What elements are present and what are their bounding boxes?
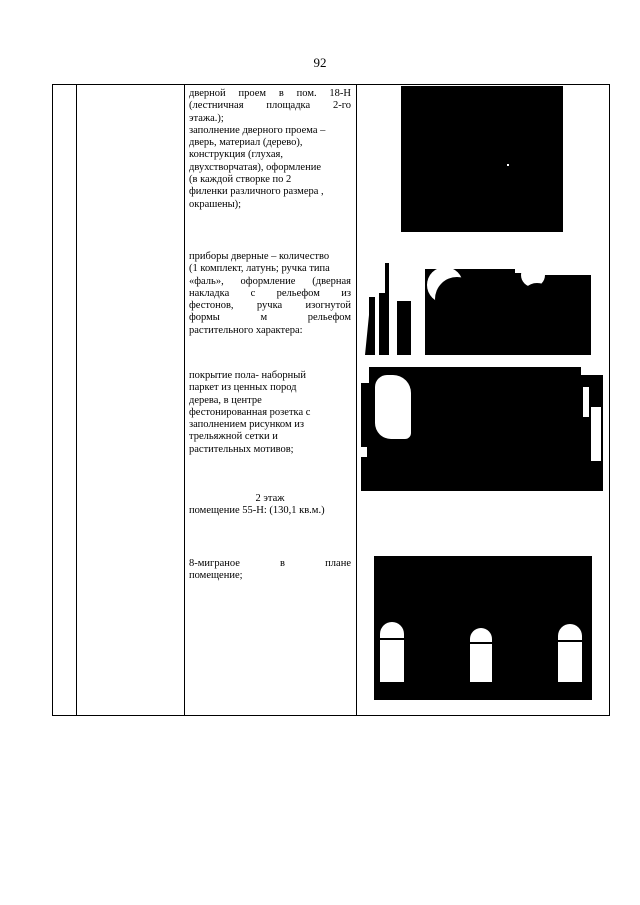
text-line: растительных мотивов; <box>189 443 294 455</box>
text-line: двухстворчатая), оформление <box>189 161 321 173</box>
column-divider <box>184 85 185 715</box>
floor-heading <box>189 493 351 518</box>
text-line: покрытие пола- наборный <box>189 370 306 381</box>
text-line: формы м рельефом <box>189 312 351 324</box>
column-divider <box>356 85 357 715</box>
column-divider <box>76 85 77 715</box>
text-line: окрашены); <box>189 198 242 210</box>
text-line: этажа.); <box>189 112 224 124</box>
door-photo <box>401 86 563 232</box>
text-line: фестонированная розетка с <box>189 406 311 418</box>
text-line: паркет из ценных пород <box>189 382 297 394</box>
text-line: приборы дверные – количество <box>189 251 330 262</box>
door-opening-description <box>189 88 351 211</box>
text-line: конструкция (глухая, <box>189 149 283 161</box>
page-number: 92 <box>313 55 327 70</box>
door-handle-image <box>365 255 591 355</box>
text-line: дерева, в центре <box>189 394 262 406</box>
door-handle-photo <box>365 255 591 355</box>
floor-label: 2 этаж <box>255 493 285 504</box>
room-windows-photo <box>374 556 592 700</box>
octagonal-room-description <box>189 558 351 583</box>
text-line: накладка с рельефом из <box>189 287 351 299</box>
text-line: филенки различного размера , <box>189 186 324 198</box>
text-line: фестонов, ручка изогнутой <box>189 300 351 312</box>
door-hardware-description <box>189 251 351 337</box>
text-line: (1 комплект, латунь; ручка типа <box>189 263 330 275</box>
text-line: заполнение дверного проема – <box>189 124 326 136</box>
parquet-floor-photo <box>361 367 603 491</box>
text-line: дверь, материал (дерево), <box>189 137 303 149</box>
text-line: «фаль», оформление (дверная <box>189 275 351 287</box>
text-line: (в каждой створке по 2 <box>189 174 292 186</box>
text-line: трельяжной сетки и <box>189 431 278 443</box>
text-line: заполнением рисунком из <box>189 419 305 431</box>
text-line: растительного характера: <box>189 324 303 336</box>
text-line: (лестничная площадка 2-го <box>189 100 351 112</box>
text-line: помещение; <box>189 570 243 582</box>
room-label: помещение 55-Н: (130,1 кв.м.) <box>189 505 325 517</box>
text-line: дверной проем в пом. 18-Н <box>189 88 351 99</box>
description-table <box>52 84 610 716</box>
floor-covering-description <box>189 370 351 456</box>
text-line: 8-миграное в плане <box>189 558 351 569</box>
